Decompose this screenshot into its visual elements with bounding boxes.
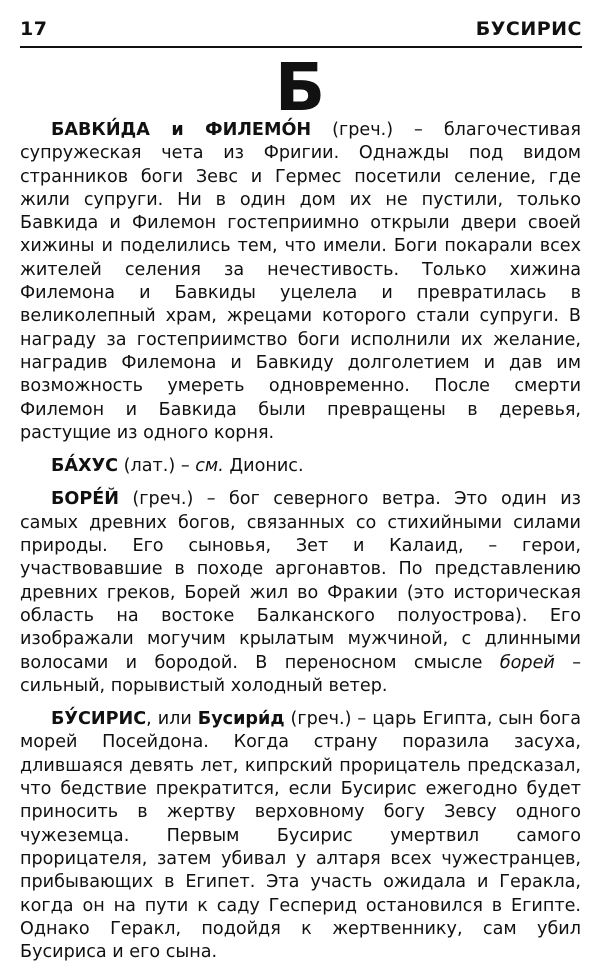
entry-baucis-philemon bbox=[20, 119, 581, 445]
header-rule bbox=[20, 46, 582, 48]
dictionary-text bbox=[20, 119, 581, 974]
entry-bacchus bbox=[20, 455, 581, 478]
running-head bbox=[20, 14, 582, 44]
entry-boreas bbox=[20, 488, 581, 698]
entry-alt-headword: Бусири́д bbox=[197, 709, 285, 730]
entry-definition: благочестивая супружеская чета из Фригии. Однажды под видом странников боги Зевс и Гермес посетили селение, где жили супруги. Ни в один дом их не пустили, только Бавкида и Филемон гостеприимно открыли двери своей хижины и поделились тем, что имели. Боги покарали всех жителей селения за нечестивость. Только хижина Филемона и Бавкиды уцелела и превратилась в великолепный храм, жрецами которого стали супруги. В награду за гостеприимство боги исполнили их желание, наградив Филемона и Бавкиду долголетием и дав им возможность умереть одновременно. После смерти Филемон и Бавкида были превращены в деревья, растущие из одного корня. bbox=[20, 120, 582, 443]
entry-definition: бог северного ветра. Это один из самых древних богов, связанных со стихийными силами природы. Его сыновья, Зет и Калаид, – герои, участвовавшие в походе аргонавтов. По представлению древних греков, Борей жил во Фракии (это историческая область на востоке Балканского полуострова). Его изображали могучим крылатым мужчиной, с длинными волосами и бородой. В переносном смысле bbox=[20, 489, 582, 673]
page-number: 17 bbox=[20, 18, 48, 40]
entry-language: (лат.) – bbox=[118, 456, 196, 477]
entry-headword: БА́ХУС bbox=[51, 456, 119, 477]
entry-language: (греч.) – bbox=[311, 120, 444, 140]
entry-headword: БАВКИ́ДА и ФИЛЕМО́Н bbox=[51, 120, 312, 140]
entry-headword: БОРЕ́Й bbox=[51, 489, 120, 510]
running-title: БУСИРИС bbox=[475, 18, 582, 40]
entry-language: (греч.) – bbox=[284, 709, 373, 730]
cross-reference-target: Дионис. bbox=[223, 456, 304, 477]
entry-connector: , или bbox=[146, 709, 198, 730]
cross-reference-label: см. bbox=[195, 456, 224, 477]
entry-definition: царь Египта, сын бога морей Посейдона. Когда страну поразила засуха, длившаяся девять лет, кипрский прорицатель предсказал, что бедствие прекратится, если Бусирис ежегодно будет приносить в жертву верховному богу Зевсу одного чужеземца. Первым Бусирис умертвил самого прорицателя, затем убивал у алтаря всех чужестранцев, прибывающих в Египет. Эта участь ожидала и Геракла, когда он на пути к саду Гесперид остановился в Египте. Однако Геракл, подойдя к жертвеннику, сам убил Бусириса и его сына. bbox=[20, 709, 581, 963]
entry-language: (греч.) – bbox=[119, 489, 230, 510]
section-letter: Б bbox=[274, 49, 326, 126]
entry-headword: БУ́СИРИС bbox=[51, 709, 147, 730]
entry-busiris bbox=[20, 708, 581, 964]
entry-definition-end: – сильный, порывистый холодный ветер. bbox=[20, 652, 582, 696]
entry-italic-term: борей bbox=[499, 652, 555, 673]
